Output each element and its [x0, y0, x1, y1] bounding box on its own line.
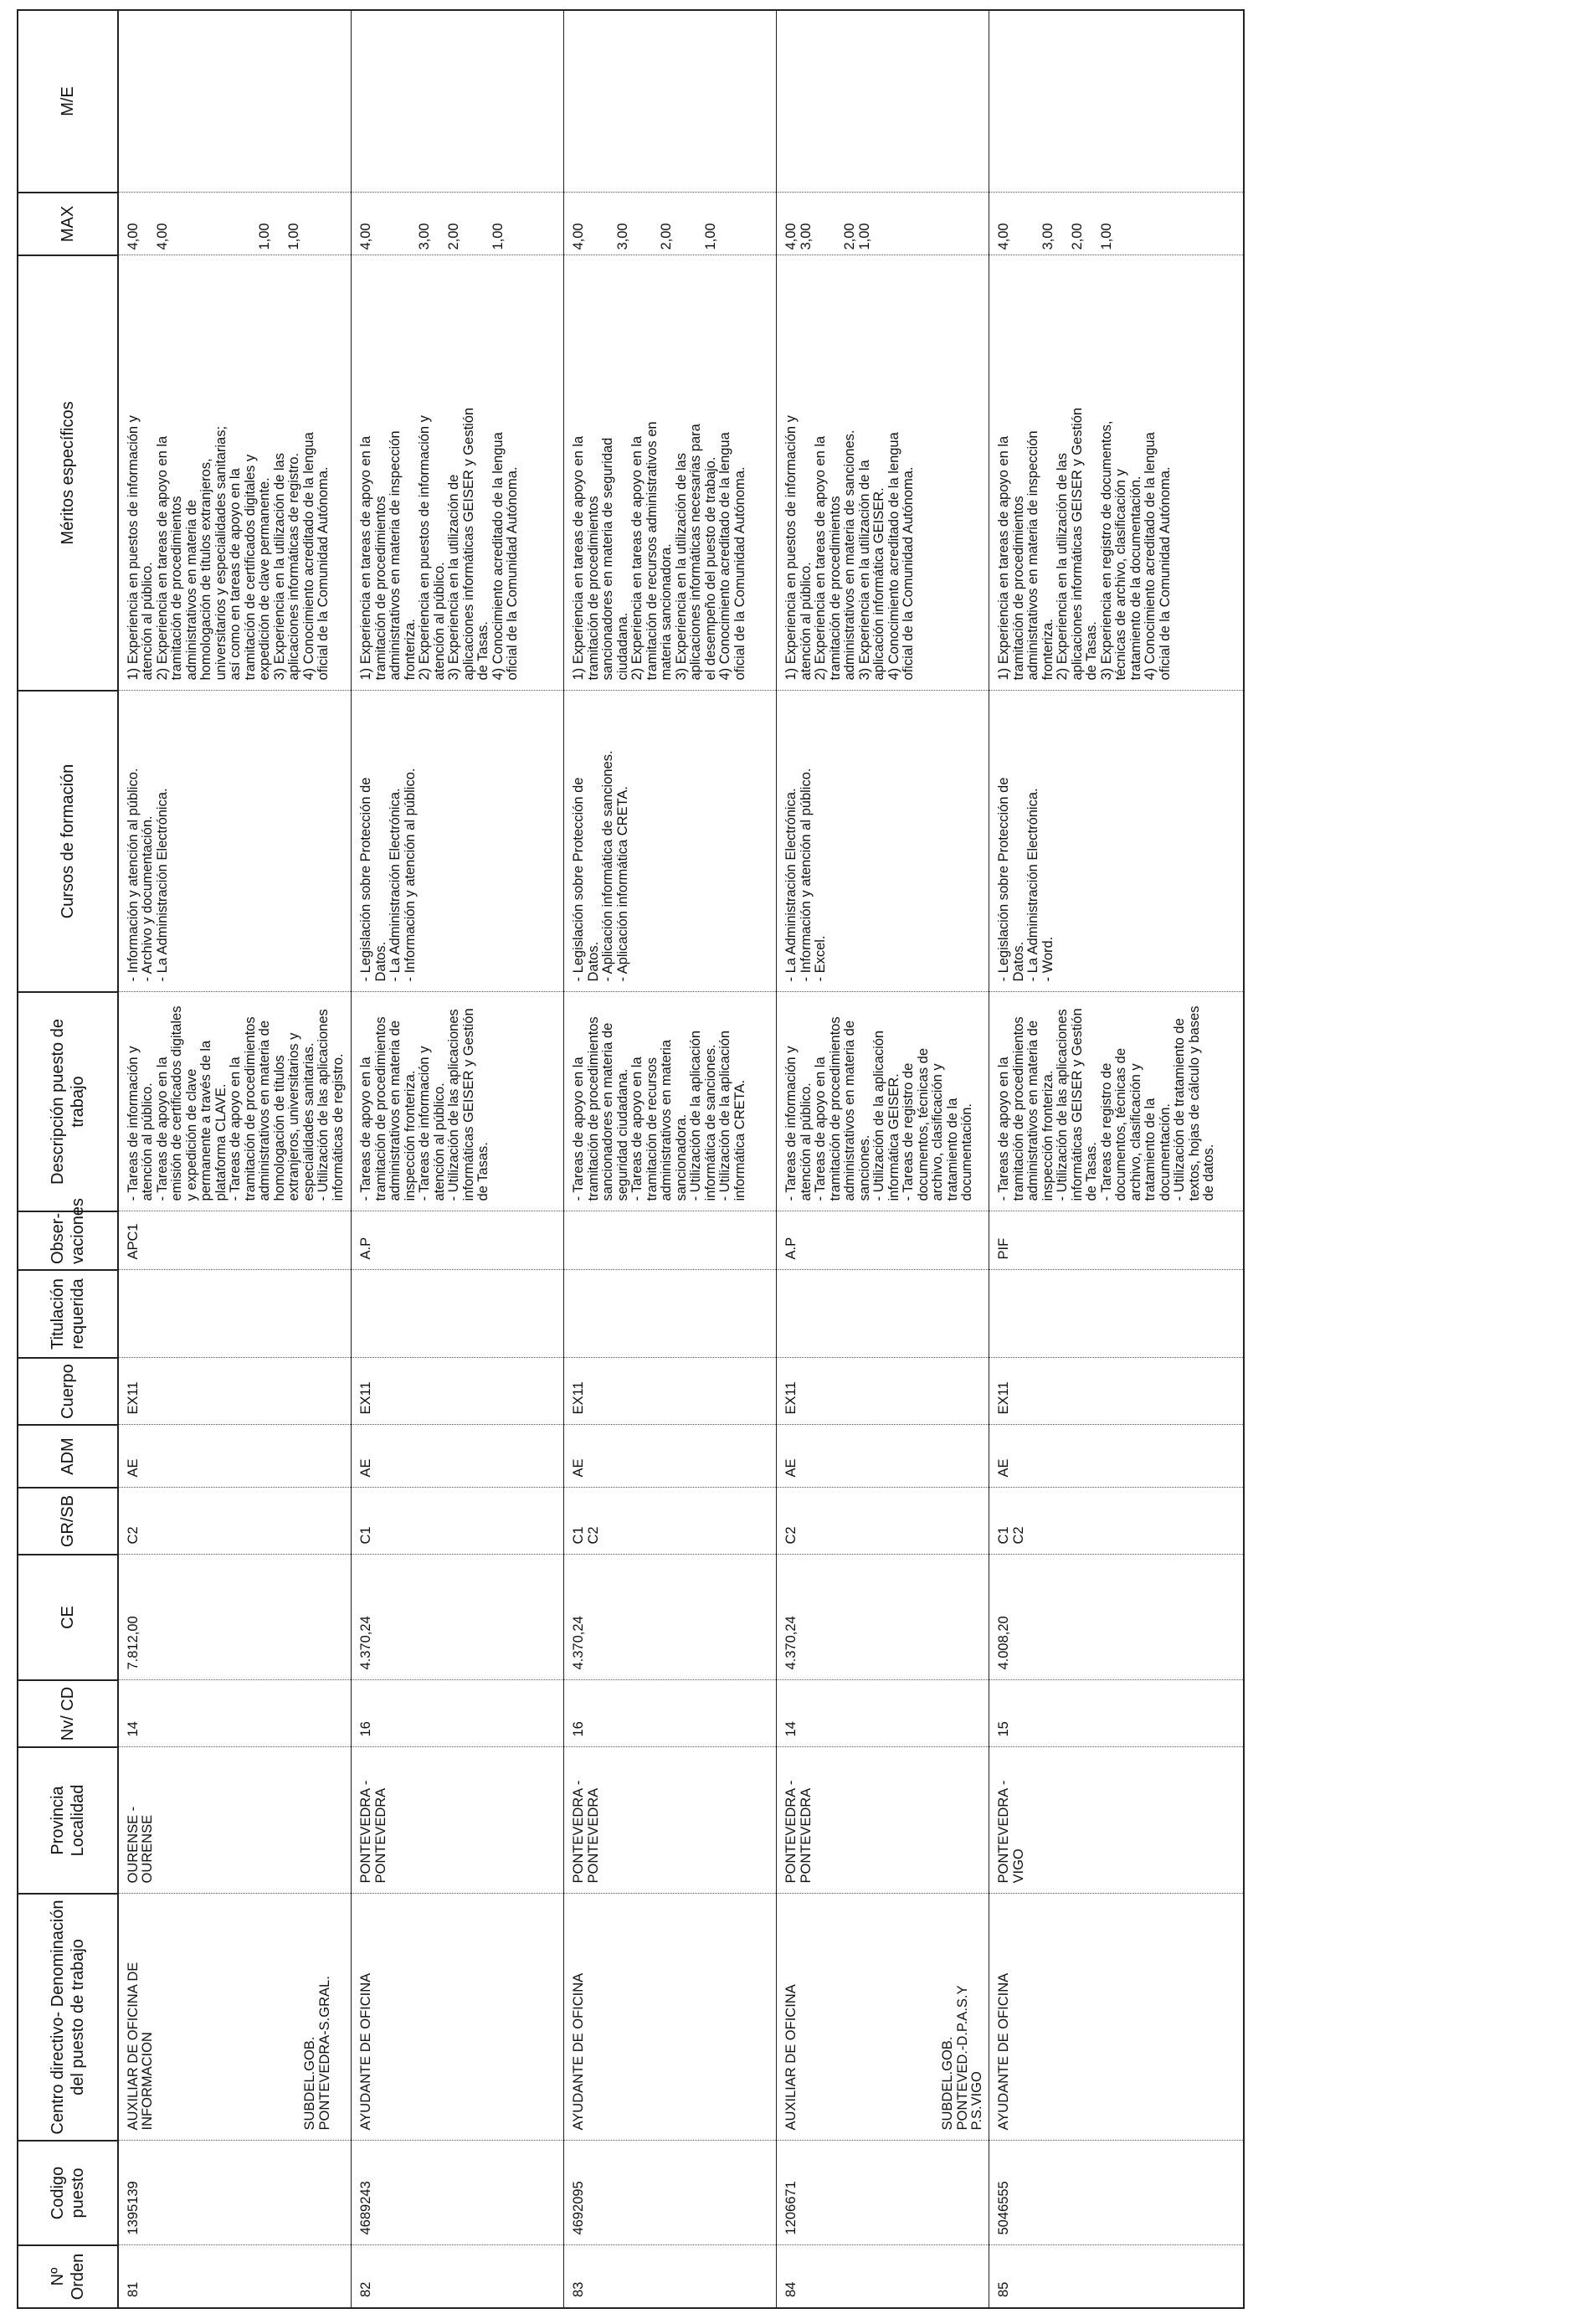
centro-denominacion: AUXILIAR DE OFICINA [783, 1984, 799, 2131]
cell-descripcion: - Tareas de información y atención al público. - Tareas de apoyo en la tramitación de procedimientos administrativos en materia de sanciones. - Utilización de la aplicación informática GEISER. - Tareas de registro de documentos, técnicas de archivo, clasificación y tratamiento de la documentación. [777, 992, 989, 1211]
cell-centro [302, 1894, 564, 2141]
cell-max: 4,00 3,00 2,00 1,00 [777, 193, 989, 255]
cell-descripcion: - Tareas de apoyo en la tramitación de procedimientos administrativos en materia de inspección fronteriza. - Utilización de las aplicaciones informáticas GEISER y Gestión de Tasas. - Tareas de registro de documentos, técnicas de archivo, clasificación y tratamiento de la documentación. - Utilización de tratamiento de textos, hojas de cálculo y bases de datos. [989, 992, 1245, 1211]
cell-codigo: 4689243 [352, 2141, 564, 2245]
cell-codigo: 1206671 [777, 2141, 989, 2245]
cell-orden: 83 [564, 2245, 777, 2308]
centro-denominacion: AYUDANTE DE OFICINA [358, 1972, 374, 2131]
cell-codigo: 4692095 [564, 2141, 777, 2245]
cell-observaciones: APC1 [118, 1211, 352, 1270]
cell-cuerpo: EX11 [118, 1358, 352, 1425]
cell-titulacion [564, 1270, 777, 1358]
cell-codigo: 5046555 [989, 2141, 1245, 2245]
header-me: M/E [18, 10, 118, 193]
header-adm: ADM [18, 1425, 118, 1488]
header-orden: Nº Orden [18, 2245, 118, 2308]
cell-max: 4,00 4,00 1,00 1,00 [118, 193, 352, 255]
table-row [989, 10, 1245, 2308]
cell-titulacion [989, 1270, 1245, 1358]
cell-ce: 4.370,24 [352, 1555, 564, 1680]
cell-meritos: 1) Experiencia en tareas de apoyo en la tramitación de procedimientos administrativos en materia de inspección fronteriza. 2) Experiencia en la utilización de las aplicaciones informáticas GEISER y Gestión de Tasas. 3) Experiencia en registro de documentos, técnicas de archivo, clasificación y tratamiento de la documentación. 4) Conocimiento acreditado de la lengua oficial de la Comunidad Autónoma. [989, 255, 1245, 691]
cell-ce: 7.812,00 [118, 1555, 352, 1680]
job-positions-table [17, 9, 1245, 2309]
cell-descripcion: - Tareas de apoyo en la tramitación de procedimientos sancionadores en materia de seguridad ciudadana. - Tareas de apoyo en la tramitación de recursos administrativos en materia sancionadora. - Utilización de la aplicación informática de sanciones. - Utilización de la aplicación informática CRETA. [564, 992, 777, 1211]
cell-orden: 84 [777, 2245, 989, 2308]
cell-titulacion [352, 1270, 564, 1358]
header-nivel: Nv/ CD [18, 1680, 118, 1747]
cell-orden: 82 [352, 2245, 564, 2308]
cell-max: 4,00 3,00 2,00 1,00 [564, 193, 777, 255]
table-row [777, 10, 989, 2308]
cell-cursos: - Legislación sobre Protección de Datos. - La Administración Electrónica. - Word. [989, 691, 1245, 992]
cell-adm: AE [989, 1425, 1245, 1488]
cell-max: 4,00 3,00 2,00 1,00 [352, 193, 564, 255]
cell-nivel: 14 [118, 1680, 352, 1747]
header-cursos: Cursos de formación [18, 691, 118, 992]
cell-grupo: C1 C2 [564, 1488, 777, 1555]
cell-descripcion: - Tareas de información y atención al público. - Tareas de apoyo en la emisión de certificados digitales y expedición de clave permanente a través de la plataforma CLAVE. - Tareas de apoyo en la tramitación de procedimientos administrativos en materia de homologación de títulos extranjeros, universitarios y especialidades sanitarias. - Utilización de las aplicaciones informáticas de registro. [118, 992, 352, 1211]
cell-meritos: 1) Experiencia en tareas de apoyo en la tramitación de procedimientos administrativos en materia de inspección fronteriza. 2) Experiencia en puestos de información y atención al público. 3) Experiencia en la utilización de aplicaciones informáticas GEISER y Gestión de Tasas. 4) Conocimiento acreditado de la lengua oficial de la Comunidad Autónoma. [352, 255, 564, 691]
cell-observaciones [564, 1211, 777, 1270]
cell-cuerpo: EX11 [564, 1358, 777, 1425]
cell-cuerpo: EX11 [989, 1358, 1245, 1425]
cell-nivel: 14 [777, 1680, 989, 1747]
cell-cursos: - Información y atención al público. - Archivo y documentación. - La Administración Electrónica. [118, 691, 352, 992]
cell-ce: 4.370,24 [564, 1555, 777, 1680]
cell-provincia: PONTEVEDRA - VIGO [989, 1747, 1245, 1894]
header-codigo: Codigo puesto [18, 2141, 118, 2245]
cell-meritos: 1) Experiencia en puestos de información y atención al público. 2) Experiencia en tareas de apoyo en la tramitación de procedimientos administrativos en materia de homologación de títulos extranjeros, universitarios y especialidades sanitarias; así como en tareas de apoyo en la tramitación de certificados digitales y expedición de clave permanente. 3) Experiencia en la utilización de las aplicaciones informáticas de registro. 4) Conocimiento acreditado de la lengua oficial de la Comunidad Autónoma. [118, 255, 352, 691]
centro-prefix: SUBDEL.GOB. PONTEVEDRA-S.GRAL. [302, 1976, 332, 2131]
cell-observaciones: A.P [352, 1211, 564, 1270]
cell-provincia: PONTEVEDRA - PONTEVEDRA [352, 1747, 564, 1894]
table-row [564, 10, 777, 2308]
header-row [18, 10, 118, 2308]
cell-titulacion [777, 1270, 989, 1358]
centro-denominacion: AYUDANTE DE OFICINA [996, 1972, 1012, 2131]
header-observaciones: Obser- vaciones [18, 1211, 118, 1270]
header-centro: Centro directivo- Denominación del puesto de trabajo [18, 1894, 118, 2141]
header-cuerpo: Cuerpo [18, 1358, 118, 1425]
cell-adm: AE [118, 1425, 352, 1488]
header-provincia: Provincia Localidad [18, 1747, 118, 1894]
cell-meritos: 1) Experiencia en puestos de información y atención al público. 2) Experiencia en tareas de apoyo en la tramitación de procedimientos administrativos en materia de sanciones. 3) Experiencia en la utilización de la aplicación informática GEISER. 4) Conocimiento acreditado de la lengua oficial de la Comunidad Autónoma. [777, 255, 989, 691]
cell-grupo: C2 [118, 1488, 352, 1555]
cell-me [564, 10, 777, 193]
cell-adm: AE [352, 1425, 564, 1488]
cell-orden: 85 [989, 2245, 1245, 2308]
cell-nivel: 16 [564, 1680, 777, 1747]
cell-meritos: 1) Experiencia en tareas de apoyo en la tramitación de procedimientos sancionadores en materia de seguridad ciudadana. 2) Experiencia en tareas de apoyo en la tramitación de recursos administrativos en materia sancionadora. 3) Experiencia en la utilización de las aplicaciones informáticas necesarias para el desempeño del puesto de trabajo. 4) Conocimiento acreditado de la lengua oficial de la Comunidad Autónoma. [564, 255, 777, 691]
header-meritos: Méritos específicos [18, 255, 118, 691]
cell-centro [940, 1894, 1245, 2141]
cell-provincia: PONTEVEDRA - PONTEVEDRA [564, 1747, 777, 1894]
cell-codigo: 1395139 [118, 2141, 352, 2245]
cell-me [118, 10, 352, 193]
cell-cuerpo: EX11 [352, 1358, 564, 1425]
header-max: MAX [18, 193, 118, 255]
cell-observaciones: A.P [777, 1211, 989, 1270]
cell-provincia: PONTEVEDRA - PONTEVEDRA [777, 1747, 989, 1894]
table-row [352, 10, 564, 2308]
cell-cursos: - Legislación sobre Protección de Datos. - La Administración Electrónica. - Información y atención al público. [352, 691, 564, 992]
cell-me [989, 10, 1245, 193]
cell-max: 4,00 3,00 2,00 1,00 [989, 193, 1245, 255]
centro-denominacion: AUXILIAR DE OFICINA DE INFORMACION [126, 1962, 156, 2131]
cell-nivel: 16 [352, 1680, 564, 1747]
cell-grupo: C2 [777, 1488, 989, 1555]
cell-orden: 81 [118, 2245, 352, 2308]
header-descripcion: Descripción puesto de trabajo [18, 992, 118, 1211]
cell-ce: 4.370,24 [777, 1555, 989, 1680]
cell-grupo: C1 [352, 1488, 564, 1555]
cell-titulacion [118, 1270, 352, 1358]
cell-nivel: 15 [989, 1680, 1245, 1747]
cell-descripcion: - Tareas de apoyo en la tramitación de procedimientos administrativos en materia de inspección fronteriza. - Tareas de información y atención al público. - Utilización de las aplicaciones informáticas GEISER y Gestión de Tasas. [352, 992, 564, 1211]
centro-prefix: SUBDEL.GOB. PONTEVED.-D.P.A.S.Y P.S.VIGO [940, 1985, 985, 2131]
centro-denominacion: AYUDANTE DE OFICINA [571, 1972, 587, 2131]
cell-grupo: C1 C2 [989, 1488, 1245, 1555]
cell-observaciones: PIF [989, 1211, 1245, 1270]
cell-adm: AE [777, 1425, 989, 1488]
cell-adm: AE [564, 1425, 777, 1488]
cell-me [352, 10, 564, 193]
cell-me [777, 10, 989, 193]
cell-cursos: - Legislación sobre Protección de Datos. - Aplicación informática de sanciones. - Aplicación informática CRETA. [564, 691, 777, 992]
cell-ce: 4.008,20 [989, 1555, 1245, 1680]
header-ce: CE [18, 1555, 118, 1680]
header-titulacion: Titulación requerida [18, 1270, 118, 1358]
cell-cuerpo: EX11 [777, 1358, 989, 1425]
cell-cursos: - La Administración Electrónica. - Información y atención al público. - Excel. [777, 691, 989, 992]
cell-provincia: OURENSE - OURENSE [118, 1747, 352, 1894]
header-grupo: GR/SB [18, 1488, 118, 1555]
table-row [118, 10, 352, 2308]
cell-centro [564, 1894, 777, 2141]
